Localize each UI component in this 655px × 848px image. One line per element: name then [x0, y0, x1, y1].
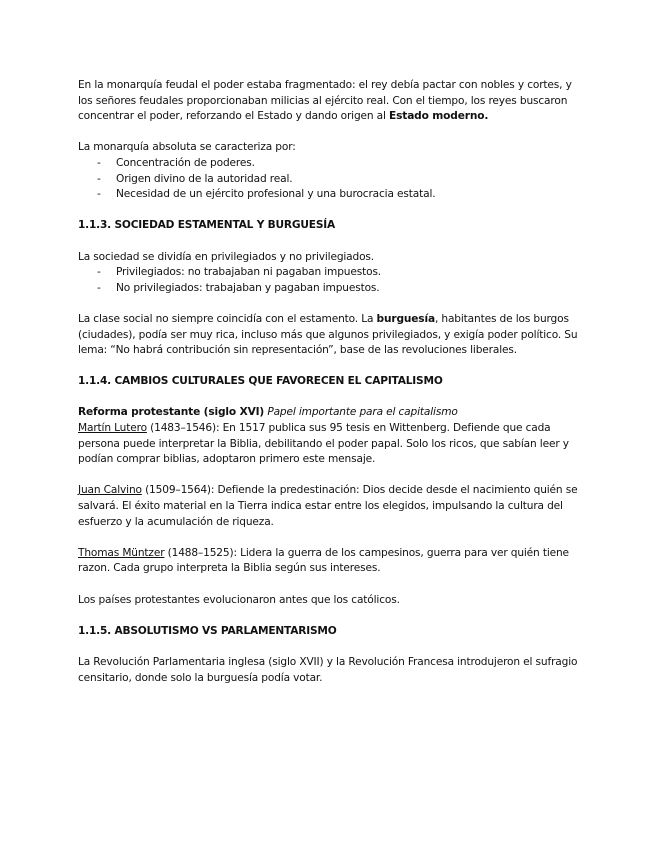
spacer	[78, 296, 578, 312]
section-heading-115: 1.1.5. ABSOLUTISMO VS PARLAMENTARISMO	[78, 624, 337, 637]
luther-paragraph	[78, 421, 578, 468]
list-item-text: Necesidad de un ejército profesional y una burocracia estatal.	[116, 188, 436, 201]
section-heading-113: 1.1.3. SOCIEDAD ESTAMENTAL Y BURGUESÍA	[78, 219, 335, 232]
muntzer-paragraph	[78, 546, 578, 577]
list-item-text: Privilegiados: no trabajaban ni pagaban impuestos.	[116, 266, 382, 279]
spacer	[78, 203, 578, 219]
intro-text: En la monarquía feudal el poder estaba fragmentado: el rey debía pactar con nobles y cortes, y los señores feudales proporcionaban milicias al ejército real. Con el tiempo, los reyes buscaron concentrar el poder, reforzando el Estado y dando origen al	[78, 79, 572, 123]
spacer	[78, 639, 578, 655]
paragraph-text: La clase social no siempre coincidía con el estamento. La	[78, 312, 377, 325]
list-item	[78, 187, 578, 203]
list-dash: -	[97, 266, 101, 279]
list-item	[78, 156, 578, 172]
parliament-paragraph: La Revolución Parlamentaria inglesa (siglo XVII) y la Revolución Francesa introdujeron el sufragio censitario, donde solo la burguesía podía votar.	[78, 655, 578, 684]
absolutism-lead: La monarquía absoluta se caracteriza por:	[78, 141, 296, 154]
spacer	[78, 468, 578, 484]
absolutism-list	[78, 156, 578, 203]
reform-subheading	[78, 405, 578, 421]
spacer	[78, 577, 578, 593]
document-body	[78, 78, 578, 686]
spacer	[78, 125, 578, 141]
list-item-text: Origen divino de la autoridad real.	[116, 172, 293, 185]
luther-text: (1483–1546): En 1517 publica sus 95 tesis en Wittenberg. Defiende que cada persona puede interpretar la Biblia, debilitando el poder papal. Solo los ricos, que sabían leer y podían comprar biblias, adoptaron primero este mensaje.	[78, 422, 569, 466]
calvin-text: (1509–1564): Defiende la predestinación: Dios decide desde el nacimiento quién se salvará. El éxito material en la Tierra indica estar entre los elegidos, impulsando la cultura del esfuerzo y la acumulación de riqueza.	[78, 484, 578, 528]
spacer	[78, 359, 578, 375]
spacer	[78, 530, 578, 546]
list-item-text: No privilegiados: trabajaban y pagaban impuestos.	[116, 281, 380, 294]
list-item	[78, 265, 578, 281]
intro-paragraph	[78, 78, 578, 125]
list-dash: -	[97, 172, 101, 185]
muntzer-text: (1488–1525): Lidera la guerra de los campesinos, guerra para ver quién tiene razon. Cada grupo interpreta la Biblia según sus intereses.	[78, 546, 569, 575]
paragraph-text: , habitantes de los burgos (ciudades), podía ser muy rica, incluso más que algunos privilegiados, y exigía poder político. Su lema: “No habrá contribución sin representación”, base de las revoluciones liberales.	[78, 312, 578, 357]
list-dash: -	[97, 281, 101, 294]
spacer	[78, 234, 578, 250]
section-heading-114: 1.1.4. CAMBIOS CULTURALES QUE FAVORECEN EL CAPITALISMO	[78, 375, 443, 388]
list-item	[78, 281, 578, 297]
bourgeoisie-paragraph	[78, 312, 578, 359]
luther-name: Martín Lutero	[78, 422, 147, 435]
society-list	[78, 265, 578, 296]
list-item-text: Concentración de poderes.	[116, 156, 255, 169]
calvin-name: Juan Calvino	[78, 484, 142, 497]
reform-title: Reforma protestante (siglo XVI)	[78, 406, 265, 419]
protestant-conclusion: Los países protestantes evolucionaron antes que los católicos.	[78, 593, 400, 606]
list-dash: -	[97, 156, 101, 169]
intro-bold-term: Estado moderno.	[389, 110, 489, 123]
calvin-paragraph	[78, 483, 578, 530]
society-lead: La sociedad se dividía en privilegiados y no privilegiados.	[78, 250, 375, 263]
spacer	[78, 390, 578, 406]
muntzer-name: Thomas Müntzer	[78, 546, 165, 559]
list-dash: -	[97, 188, 101, 201]
spacer	[78, 608, 578, 624]
reform-note: Papel importante para el capitalismo	[267, 406, 458, 419]
list-item	[78, 172, 578, 188]
bold-term-burguesia: burguesía	[376, 312, 435, 325]
